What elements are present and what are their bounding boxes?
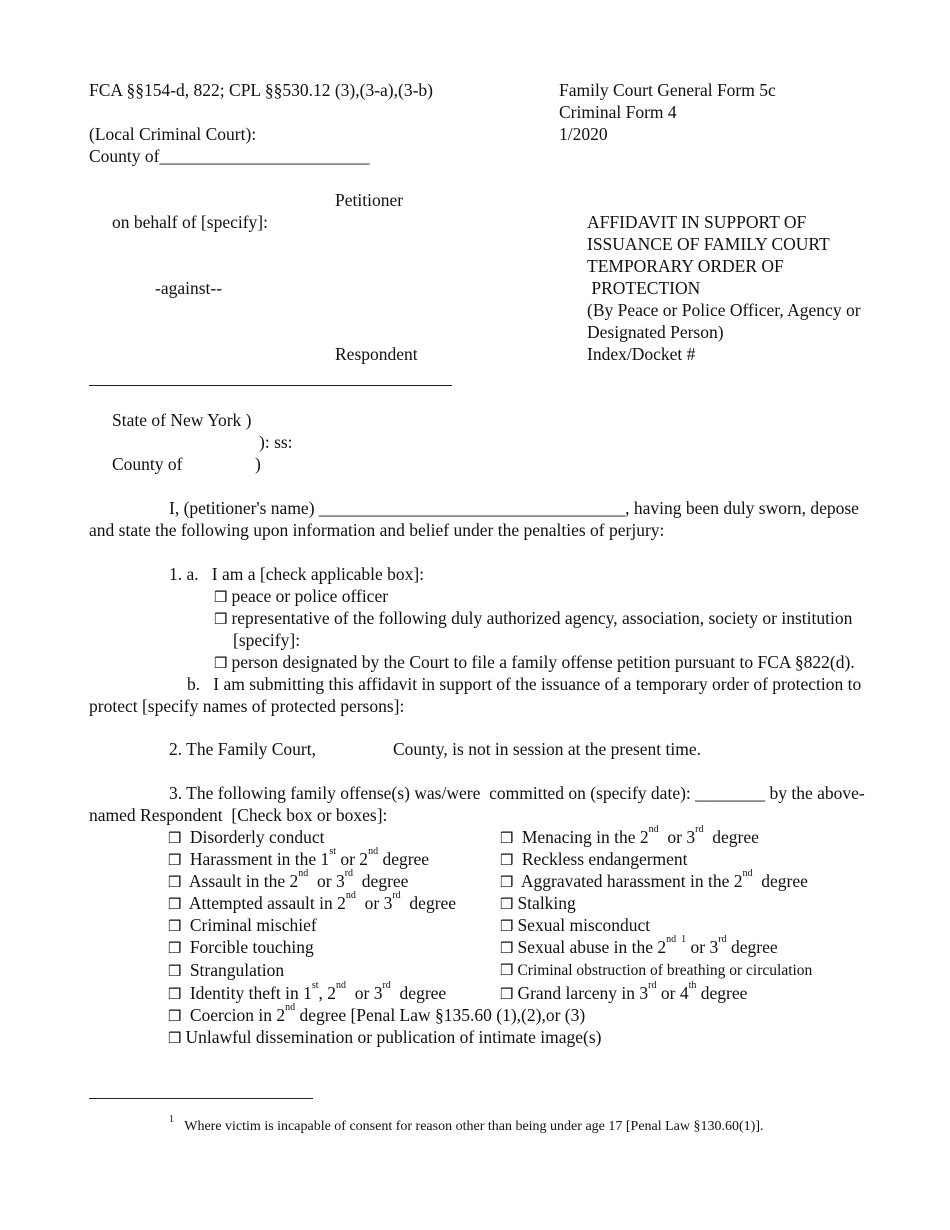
venue-state: State of New York ) xyxy=(112,410,252,430)
petitioner-label: Petitioner xyxy=(335,190,404,210)
checkbox-icon[interactable]: ❒ xyxy=(500,895,514,913)
index-docket-label: Index/Docket # xyxy=(587,344,696,364)
title-subline: (By Peace or Police Officer, Agency or xyxy=(587,300,861,320)
offense-unlawful-dissemination[interactable]: ❒ Unlawful dissemination or publication of intimate image(s) xyxy=(168,1027,602,1047)
footnote-marker: 1 xyxy=(169,1114,174,1125)
title-line: ISSUANCE OF FAMILY COURT xyxy=(587,234,830,254)
respondent-label: Respondent xyxy=(335,344,418,364)
item-1b-line-2: protect [specify names of protected persons]: xyxy=(89,696,405,716)
offense-aggravated-harassment[interactable]: ❒ Aggravated harassment in the 2nd degree xyxy=(500,868,808,891)
footnote-rule xyxy=(89,1098,313,1099)
checkbox-icon[interactable]: ❒ xyxy=(500,829,514,847)
offense-criminal-mischief[interactable]: ❒ Criminal mischief xyxy=(168,915,317,935)
checkbox-icon[interactable]: ❒ xyxy=(500,917,514,935)
offense-harassment[interactable]: ❒ Harassment in the 1st or 2nd degree xyxy=(168,846,430,869)
item-2-left: 2. The Family Court, xyxy=(169,739,316,759)
venue-county-paren: ) xyxy=(255,454,261,474)
item-3-line-2: named Respondent [Check box or boxes]: xyxy=(89,805,388,825)
item-2-right: County, is not in session at the present time. xyxy=(393,739,702,759)
offense-assault[interactable]: ❒ Assault in the 2nd or 3rd degree xyxy=(168,868,409,891)
checkbox-icon[interactable]: ❒ xyxy=(500,985,514,1003)
checkbox-icon[interactable]: ❒ xyxy=(500,873,514,891)
title-line: TEMPORARY ORDER OF xyxy=(587,256,784,276)
checkbox-icon[interactable]: ❒ xyxy=(168,895,182,913)
offense-sexual-abuse[interactable]: ❒ Sexual abuse in the $2^{nd 1}$ or 3rd degree xyxy=(500,934,778,957)
option-representative[interactable]: ❒ representative of the following duly authorized agency, association, society or institution xyxy=(214,608,853,628)
checkbox-icon[interactable]: ❒ xyxy=(168,873,182,891)
offense-reckless-endangerment[interactable]: ❒ Reckless endangerment xyxy=(500,849,688,869)
county-line: County of________________________ xyxy=(89,146,370,166)
venue-county: County of xyxy=(112,454,183,474)
checkbox-icon[interactable]: ❒ xyxy=(500,851,514,869)
checkbox-icon[interactable]: ❒ xyxy=(214,654,228,672)
offense-coercion[interactable]: ❒ Coercion in 2nd degree [Penal Law §135.60 (1),(2),or (3) xyxy=(168,1002,586,1025)
offense-attempted-assault[interactable]: ❒ Attempted assault in 2nd or 3rd degree xyxy=(168,890,457,913)
item-1a-label: 1. a. I am a [check applicable box]: xyxy=(169,564,425,584)
offense-strangulation[interactable]: ❒ Strangulation xyxy=(168,960,285,980)
offense-grand-larceny[interactable]: ❒ Grand larceny in 3rd or 4th degree xyxy=(500,980,748,1003)
item-3-line-1: 3. The following family offense(s) was/were committed on (specify date): ________ by the above- xyxy=(169,783,865,803)
offense-criminal-obstruction[interactable]: ❒ Criminal obstruction of breathing or circulation xyxy=(500,961,813,979)
venue-ss: ): ss: xyxy=(259,432,293,452)
caption-rule xyxy=(89,385,452,386)
footnote-reference: nd 1 xyxy=(666,934,687,945)
checkbox-icon[interactable]: ❒ xyxy=(168,917,182,935)
offense-menacing[interactable]: ❒ Menacing in the 2nd or 3rd degree xyxy=(500,824,759,847)
offense-stalking[interactable]: ❒ Stalking xyxy=(500,893,576,913)
checkbox-icon[interactable]: ❒ xyxy=(168,1007,182,1025)
title-subline: Designated Person) xyxy=(587,322,724,342)
option-peace-officer[interactable]: ❒ peace or police officer xyxy=(214,586,389,606)
intro-line-2: and state the following upon information and belief under the penalties of perjury: xyxy=(89,520,665,540)
checkbox-icon[interactable]: ❒ xyxy=(214,610,228,628)
footnote: $^1$ Where victim is incapable of consent for reason other than being under age 17 [Penal Law §130.60(1)]. xyxy=(169,1114,764,1134)
checkbox-icon[interactable]: ❒ xyxy=(168,939,182,957)
checkbox-icon[interactable]: ❒ xyxy=(500,961,514,979)
item-1b-line-1: b. I am submitting this affidavit in support of the issuance of a temporary order of protection to xyxy=(187,674,862,694)
offense-sexual-misconduct[interactable]: ❒ Sexual misconduct xyxy=(500,915,651,935)
form-date: 1/2020 xyxy=(559,124,608,144)
offense-disorderly-conduct[interactable]: ❒ Disorderly conduct xyxy=(168,827,325,847)
court-label: (Local Criminal Court): xyxy=(89,124,257,144)
checkbox-icon[interactable]: ❒ xyxy=(168,829,182,847)
title-line: AFFIDAVIT IN SUPPORT OF xyxy=(587,212,807,232)
against-label: -against-- xyxy=(155,278,223,298)
option-designated-person[interactable]: ❒ person designated by the Court to file a family offense petition pursuant to FCA §822(d). xyxy=(214,652,855,672)
checkbox-icon[interactable]: ❒ xyxy=(168,985,182,1003)
offense-forcible-touching[interactable]: ❒ Forcible touching xyxy=(168,937,314,957)
checkbox-icon[interactable]: ❒ xyxy=(500,939,514,957)
option-representative-specify: [specify]: xyxy=(233,630,301,650)
form-number-1: Family Court General Form 5c xyxy=(559,80,776,100)
checkbox-icon[interactable]: ❒ xyxy=(168,1029,182,1047)
form-number-2: Criminal Form 4 xyxy=(559,102,677,122)
title-line: PROTECTION xyxy=(587,278,701,298)
checkbox-icon[interactable]: ❒ xyxy=(168,962,182,980)
on-behalf-label: on behalf of [specify]: xyxy=(112,212,268,232)
checkbox-icon[interactable]: ❒ xyxy=(168,851,182,869)
offense-identity-theft[interactable]: ❒ Identity theft in 1st, 2nd or 3rd degree xyxy=(168,980,447,1003)
intro-line-1: I, (petitioner's name) ___________________________________, having been duly sworn, depose xyxy=(169,498,859,518)
statute-citation: FCA §§154-d, 822; CPL §§530.12 (3),(3-a),(3-b) xyxy=(89,80,433,100)
checkbox-icon[interactable]: ❒ xyxy=(214,588,228,606)
